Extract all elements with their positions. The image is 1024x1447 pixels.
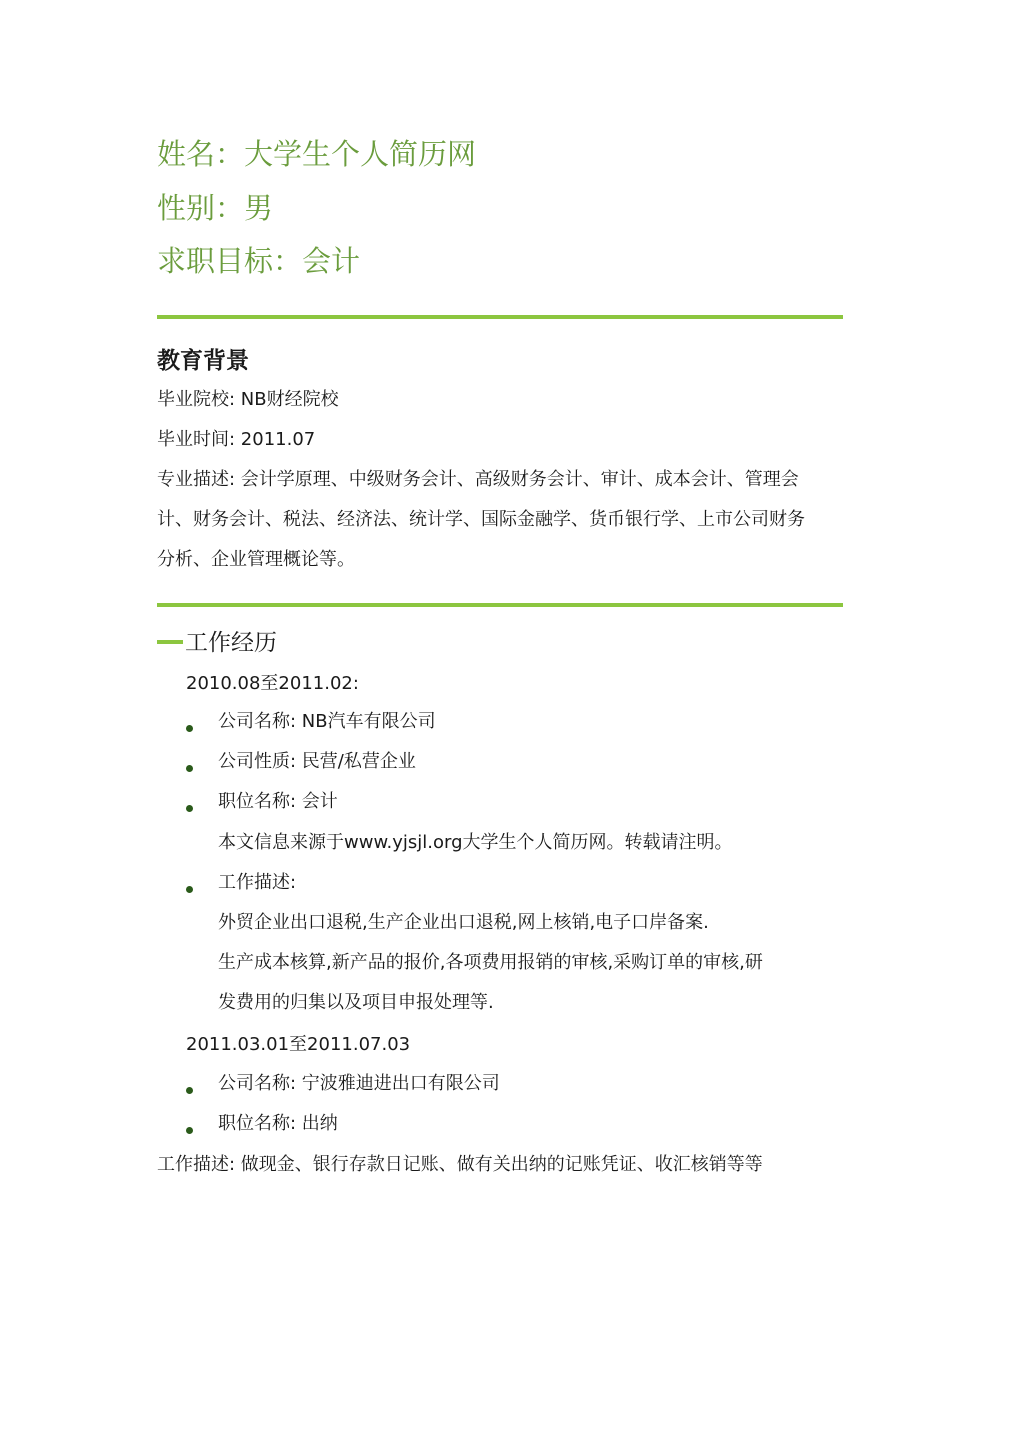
education-major-desc-3: 分析、企业管理概论等。 bbox=[157, 549, 355, 570]
job2-period: 2011.03.01至2011.07.03 bbox=[186, 1034, 411, 1055]
name-line: 姓名：大学生个人简历网 bbox=[157, 137, 477, 171]
bullet-dot bbox=[186, 886, 193, 893]
job1-position: 职位名称: 会计 bbox=[218, 791, 338, 812]
bullet-dot bbox=[186, 1087, 193, 1094]
dash-mark bbox=[157, 640, 183, 644]
education-grad-time: 毕业时间: 2011.07 bbox=[157, 429, 316, 450]
divider-top bbox=[157, 315, 843, 319]
job2-position: 职位名称: 出纳 bbox=[218, 1113, 338, 1134]
job1-desc-label: 工作描述: bbox=[218, 872, 297, 893]
job1-company: 公司名称: NB汽车有限公司 bbox=[218, 711, 436, 732]
work-title-text: 工作经历 bbox=[185, 630, 277, 656]
job2-company: 公司名称: 宁波雅迪进出口有限公司 bbox=[218, 1073, 500, 1094]
bullet-dot bbox=[186, 1127, 193, 1134]
divider-middle bbox=[157, 603, 843, 607]
education-major-desc-1: 专业描述: 会计学原理、中级财务会计、高级财务会计、审计、成本会计、管理会 bbox=[157, 469, 799, 490]
job2-desc: 工作描述: 做现金、银行存款日记账、做有关出纳的记账凭证、收汇核销等等 bbox=[157, 1154, 763, 1175]
education-major-desc-2: 计、财务会计、税法、经济法、统计学、国际金融学、货币银行学、上市公司财务 bbox=[157, 509, 805, 530]
job1-source-note: 本文信息来源于www.yjsjl.org大学生个人简历网。转载请注明。 bbox=[218, 832, 733, 853]
education-title: 教育背景 bbox=[157, 348, 249, 374]
job1-period: 2010.08至2011.02: bbox=[186, 673, 359, 694]
bullet-dot bbox=[186, 765, 193, 772]
job1-nature: 公司性质: 民营/私营企业 bbox=[218, 751, 416, 772]
job1-desc-1: 外贸企业出口退税,生产企业出口退税,网上核销,电子口岸备案. bbox=[218, 912, 709, 933]
bullet-dot bbox=[186, 725, 193, 732]
work-title bbox=[157, 627, 277, 659]
education-school: 毕业院校: NB财经院校 bbox=[157, 389, 339, 410]
gender-line: 性别：男 bbox=[157, 191, 274, 225]
job1-desc-2: 生产成本核算,新产品的报价,各项费用报销的审核,采购订单的审核,研 bbox=[218, 952, 763, 973]
objective-line: 求职目标：会计 bbox=[157, 244, 361, 278]
bullet-dot bbox=[186, 805, 193, 812]
job1-desc-3: 发费用的归集以及项目申报处理等. bbox=[218, 992, 494, 1013]
